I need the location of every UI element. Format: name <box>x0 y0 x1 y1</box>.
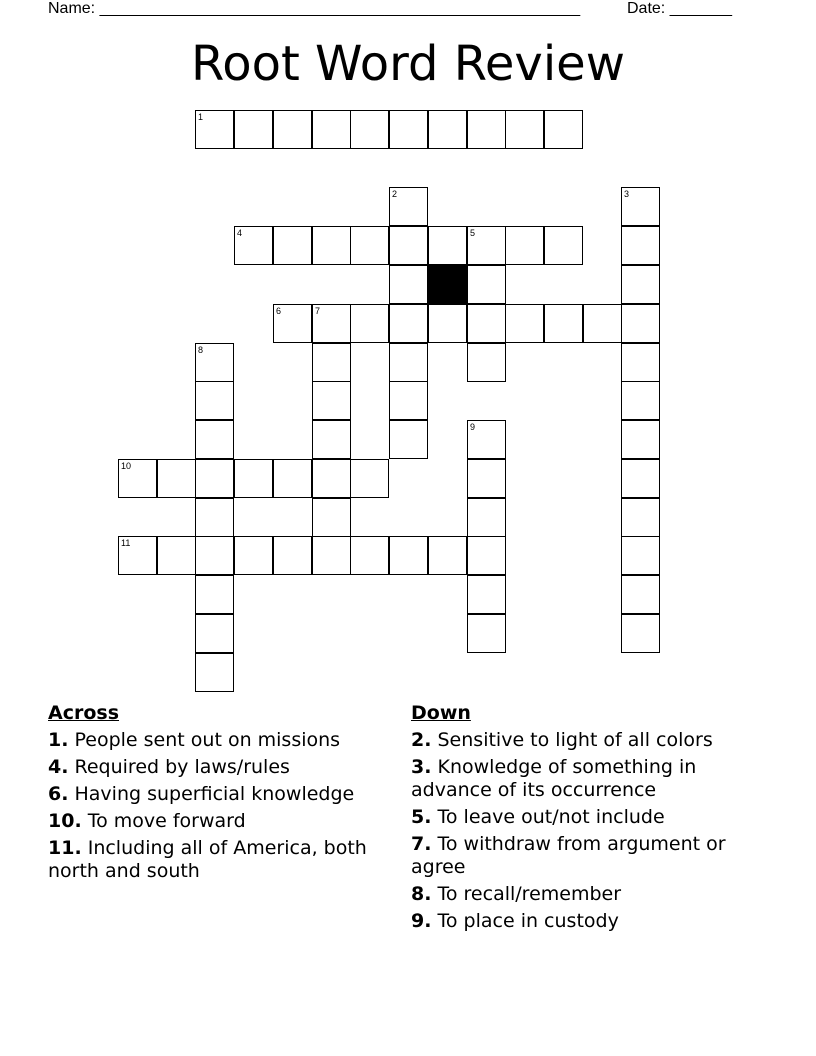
grid-cell[interactable] <box>312 498 351 537</box>
grid-cell[interactable] <box>350 304 389 343</box>
grid-cell[interactable] <box>389 226 428 265</box>
grid-cell[interactable] <box>467 498 506 537</box>
grid-cell[interactable] <box>467 110 506 149</box>
grid-cell[interactable] <box>621 614 660 653</box>
grid-cell[interactable] <box>428 226 467 265</box>
across-clues <box>48 702 393 887</box>
clue-number: 4 <box>237 228 243 238</box>
grid-cell[interactable] <box>389 343 428 382</box>
clue-item: 9. To place in custody <box>411 910 619 932</box>
clue-item: 3. Knowledge of something in advance of its occurrence <box>411 756 697 801</box>
grid-cell[interactable] <box>621 381 660 420</box>
grid-cell[interactable] <box>621 304 660 343</box>
clue-number: 7 <box>315 306 321 316</box>
grid-cell[interactable] <box>428 110 467 149</box>
grid-cell[interactable] <box>467 459 506 498</box>
clue-number: 2 <box>392 189 398 199</box>
clue-item: 2. Sensitive to light of all colors <box>411 729 713 751</box>
grid-cell[interactable] <box>544 110 583 149</box>
grid-cell[interactable] <box>467 575 506 614</box>
grid-cell[interactable] <box>621 420 660 459</box>
grid-cell[interactable] <box>195 343 234 382</box>
grid-cell[interactable] <box>621 459 660 498</box>
grid-cell[interactable] <box>621 265 660 304</box>
grid-cell[interactable] <box>389 187 428 226</box>
clue-item: 5. To leave out/not include <box>411 806 665 828</box>
grid-cell[interactable] <box>312 381 351 420</box>
grid-cell[interactable] <box>389 420 428 459</box>
clue-number: 9 <box>470 422 476 432</box>
clue-item: 11. Including all of America, both north and south <box>48 837 367 882</box>
grid-cell[interactable] <box>195 420 234 459</box>
name-field[interactable]: Name: ______________________________________________________ <box>48 0 581 17</box>
grid-cell[interactable] <box>467 304 506 343</box>
clue-number: 11 <box>121 538 131 548</box>
clue-number: 8 <box>198 345 204 355</box>
grid-cell[interactable] <box>118 536 157 575</box>
grid-cell[interactable] <box>195 381 234 420</box>
grid-cell[interactable] <box>195 653 234 692</box>
clue-item: 8. To recall/remember <box>411 883 622 905</box>
grid-cell[interactable] <box>467 614 506 653</box>
grid-cell[interactable] <box>505 226 544 265</box>
grid-cell[interactable] <box>467 343 506 382</box>
grid-cell[interactable] <box>467 226 506 265</box>
clue-number: 10 <box>121 461 132 471</box>
grid-cell[interactable] <box>621 343 660 382</box>
grid-cell[interactable] <box>505 110 544 149</box>
grid-cell[interactable] <box>118 459 157 498</box>
grid-cell[interactable] <box>157 536 196 575</box>
grid-cell[interactable] <box>312 304 351 343</box>
grid-cell[interactable] <box>621 536 660 575</box>
grid-cell[interactable] <box>428 304 467 343</box>
clue-item: 7. To withdraw from argument or agree <box>411 833 726 878</box>
clue-item: 4. Required by laws/rules <box>48 756 290 778</box>
grid-cell[interactable] <box>389 381 428 420</box>
grid-cell[interactable] <box>621 498 660 537</box>
grid-cell[interactable] <box>195 498 234 537</box>
grid-cell[interactable] <box>234 536 273 575</box>
grid-cell[interactable] <box>621 187 660 226</box>
clue-number: 3 <box>624 189 630 199</box>
date-field[interactable]: Date: _______ <box>627 0 732 17</box>
grid-cell[interactable] <box>273 536 312 575</box>
grid-cell[interactable] <box>350 459 389 498</box>
grid-cell[interactable] <box>195 459 234 498</box>
grid-cell[interactable] <box>273 459 312 498</box>
grid-cell[interactable] <box>389 536 428 575</box>
grid-cell[interactable] <box>467 265 506 304</box>
puzzle-title: Root Word Review <box>191 36 625 92</box>
grid-cell[interactable] <box>234 459 273 498</box>
grid-cell[interactable] <box>273 304 312 343</box>
down-heading: Down <box>411 702 471 724</box>
grid-cell[interactable] <box>389 304 428 343</box>
grid-cell[interactable] <box>467 536 506 575</box>
grid-cell[interactable] <box>350 226 389 265</box>
grid-cell[interactable] <box>428 536 467 575</box>
grid-cell[interactable] <box>312 110 351 149</box>
grid-cell[interactable] <box>389 265 428 304</box>
grid-cell[interactable] <box>544 304 583 343</box>
clue-number: 5 <box>470 228 476 238</box>
grid-cell[interactable] <box>312 226 351 265</box>
clue-item: 6. Having superficial knowledge <box>48 783 355 805</box>
grid-cell[interactable] <box>389 110 428 149</box>
clue-item: 1. People sent out on missions <box>48 729 341 751</box>
grid-cell[interactable] <box>505 304 544 343</box>
grid-cell[interactable] <box>621 226 660 265</box>
grid-cell[interactable] <box>467 420 506 459</box>
grid-cell[interactable] <box>234 226 273 265</box>
grid-cell[interactable] <box>195 110 234 149</box>
clue-item: 10. To move forward <box>48 810 246 832</box>
clue-number: 6 <box>276 306 282 316</box>
grid-cell[interactable] <box>312 536 351 575</box>
grid-cell[interactable] <box>157 459 196 498</box>
across-heading: Across <box>48 702 120 724</box>
grid-cell[interactable] <box>312 420 351 459</box>
down-clues <box>411 702 771 937</box>
black-square <box>428 265 467 304</box>
grid-cell[interactable] <box>312 459 351 498</box>
grid-cell[interactable] <box>195 536 234 575</box>
grid-cell[interactable] <box>544 226 583 265</box>
grid-cell[interactable] <box>621 575 660 614</box>
grid-cell[interactable] <box>350 536 389 575</box>
grid-cell[interactable] <box>195 614 234 653</box>
grid-cell[interactable] <box>583 304 622 343</box>
grid-cell[interactable] <box>350 110 389 149</box>
grid-cell[interactable] <box>273 110 312 149</box>
grid-cell[interactable] <box>273 226 312 265</box>
grid-cell[interactable] <box>312 343 351 382</box>
grid-cell[interactable] <box>234 110 273 149</box>
clue-number: 1 <box>198 112 204 122</box>
grid-cell[interactable] <box>195 575 234 614</box>
